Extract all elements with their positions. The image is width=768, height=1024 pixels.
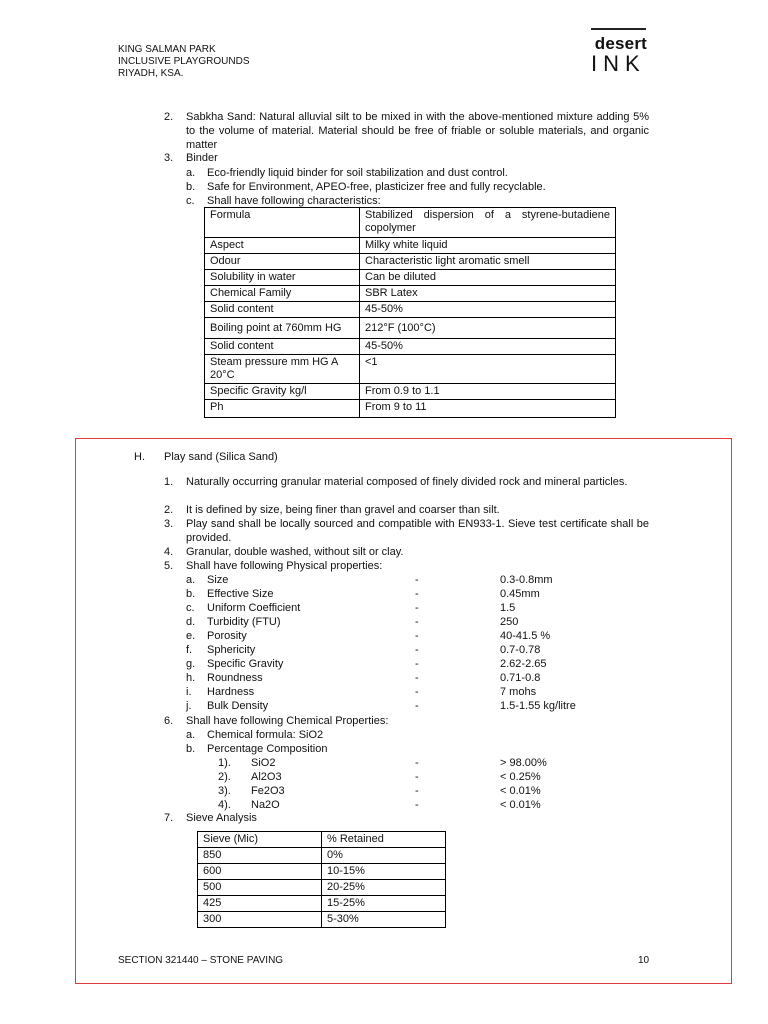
property-dash: -: [415, 588, 419, 600]
table-cell: Boiling point at 760mm HG: [205, 318, 360, 339]
property-letter: d.: [186, 616, 196, 628]
composition-dash: -: [415, 799, 419, 811]
binder-characteristics-table: [204, 207, 616, 418]
desert-ink-logo: [591, 28, 647, 75]
property-name: Uniform Coefficient: [207, 602, 301, 614]
chem-b-text: Percentage Composition: [207, 743, 328, 755]
chem-a-letter: a.: [186, 729, 196, 741]
property-value: 0.3-0.8mm: [500, 574, 553, 586]
property-dash: -: [415, 574, 419, 586]
header-project-name: KING SALMAN PARK: [118, 44, 216, 55]
table-header-cell: Sieve (Mic): [198, 832, 322, 848]
table-row: [205, 384, 616, 400]
property-dash: -: [415, 672, 419, 684]
table-cell: Stabilized dispersion of a styrene-butadiene copolymer: [360, 208, 616, 238]
h-item-5-number: 5.: [164, 560, 174, 572]
property-letter: h.: [186, 672, 196, 684]
table-cell: 10-15%: [322, 864, 446, 880]
composition-name: SiO2: [251, 757, 276, 769]
table-cell: 20-25%: [322, 880, 446, 896]
table-row: [205, 286, 616, 302]
table-cell: From 9 to 11: [360, 400, 616, 418]
composition-value: > 98.00%: [500, 757, 547, 769]
property-dash: -: [415, 644, 419, 656]
footer-section-title: SECTION 321440 – STONE PAVING: [118, 955, 284, 966]
table-cell: 500: [198, 880, 322, 896]
h-item-2-number: 2.: [164, 504, 174, 516]
footer-page-number: 10: [638, 955, 650, 966]
h-item-7-text: Sieve Analysis: [186, 812, 257, 824]
property-dash: -: [415, 616, 419, 628]
table-row: [205, 318, 616, 339]
table-row: [198, 864, 446, 880]
table-header-row: [198, 832, 446, 848]
property-name: Sphericity: [207, 644, 256, 656]
table-cell: 15-25%: [322, 896, 446, 912]
binder-sub-a-letter: a.: [186, 167, 196, 179]
property-letter: c.: [186, 602, 195, 614]
property-letter: j.: [186, 700, 192, 712]
chem-a-text: Chemical formula: SiO2: [207, 729, 324, 741]
composition-name: Na2O: [251, 799, 280, 811]
h-item-2-text: It is defined by size, being finer than gravel and coarser than silt.: [186, 504, 500, 516]
h-item-6-number: 6.: [164, 715, 174, 727]
composition-name: Fe2O3: [251, 785, 285, 797]
property-name: Roundness: [207, 672, 263, 684]
binder-sub-b-letter: b.: [186, 181, 196, 193]
table-cell: Solubility in water: [205, 270, 360, 286]
property-value: 2.62-2.65: [500, 658, 547, 670]
item-3-text: Binder: [186, 152, 218, 164]
property-name: Size: [207, 574, 229, 586]
header-location: RIYADH, KSA.: [118, 68, 184, 79]
property-dash: -: [415, 700, 419, 712]
composition-number: 4).: [218, 799, 231, 811]
table-row: [198, 912, 446, 928]
binder-sub-c-letter: c.: [186, 195, 195, 207]
composition-dash: -: [415, 785, 419, 797]
table-row: [198, 880, 446, 896]
h-item-1-number: 1.: [164, 476, 174, 488]
composition-dash: -: [415, 757, 419, 769]
h-item-3-text: Play sand shall be locally sourced and compatible with EN933-1. Sieve test certificate shall be provided.: [186, 518, 649, 544]
property-value: 250: [500, 616, 519, 628]
property-dash: -: [415, 686, 419, 698]
logo-text-bottom: INK: [591, 51, 646, 76]
table-cell: Characteristic light aromatic smell: [360, 254, 616, 270]
table-cell: 425: [198, 896, 322, 912]
table-cell: 45-50%: [360, 339, 616, 355]
table-row: [205, 400, 616, 418]
table-cell: Chemical Family: [205, 286, 360, 302]
property-letter: a.: [186, 574, 196, 586]
property-name: Specific Gravity: [207, 658, 284, 670]
table-cell: <1: [360, 355, 616, 384]
section-h-letter: H.: [134, 451, 145, 463]
sieve-analysis-table: [197, 831, 446, 928]
table-cell: 300: [198, 912, 322, 928]
item-3-number: 3.: [164, 152, 174, 164]
composition-number: 3).: [218, 785, 231, 797]
table-cell: Ph: [205, 400, 360, 418]
property-name: Effective Size: [207, 588, 274, 600]
h-item-4-text: Granular, double washed, without silt or clay.: [186, 546, 404, 558]
property-dash: -: [415, 602, 419, 614]
binder-sub-b-text: Safe for Environment, APEO-free, plasticizer free and fully recyclable.: [207, 181, 546, 193]
table-cell: Solid content: [205, 302, 360, 318]
composition-value: < 0.01%: [500, 785, 541, 797]
property-value: 1.5-1.55 kg/litre: [500, 700, 576, 712]
item-2-text: Sabkha Sand: Natural alluvial silt to be mixed in with the above-mentioned mixture adding 5% to the volume of material. Material should be free of friable or soluble materials, and organic matter: [186, 111, 649, 151]
property-value: 0.7-0.78: [500, 644, 541, 656]
table-row: [205, 355, 616, 384]
header-project-subtitle: INCLUSIVE PLAYGROUNDS: [118, 56, 250, 67]
table-cell: 850: [198, 848, 322, 864]
property-value: 1.5: [500, 602, 516, 614]
property-name: Turbidity (FTU): [207, 616, 281, 628]
table-row: [198, 848, 446, 864]
table-cell: Solid content: [205, 339, 360, 355]
property-letter: f.: [186, 644, 193, 656]
property-dash: -: [415, 658, 419, 670]
table-cell: 600: [198, 864, 322, 880]
logo-top-bar: [591, 28, 646, 30]
table-cell: Formula: [205, 208, 360, 238]
h-item-4-number: 4.: [164, 546, 174, 558]
composition-name: Al2O3: [251, 771, 282, 783]
composition-value: < 0.01%: [500, 799, 541, 811]
table-cell: 5-30%: [322, 912, 446, 928]
h-item-6-text: Shall have following Chemical Properties:: [186, 715, 389, 727]
table-cell: Specific Gravity kg/l: [205, 384, 360, 400]
property-value: 7 mohs: [500, 686, 537, 698]
table-row: [205, 208, 616, 238]
composition-dash: -: [415, 771, 419, 783]
h-item-3-number: 3.: [164, 518, 174, 530]
property-letter: i.: [186, 686, 192, 698]
table-row: [198, 896, 446, 912]
table-cell: Odour: [205, 254, 360, 270]
section-h-title: Play sand (Silica Sand): [164, 451, 278, 463]
table-row: [205, 254, 616, 270]
composition-number: 1).: [218, 757, 231, 769]
table-cell: Can be diluted: [360, 270, 616, 286]
property-letter: b.: [186, 588, 196, 600]
property-name: Porosity: [207, 630, 247, 642]
table-row: [205, 238, 616, 254]
table-cell: 212°F (100°C): [360, 318, 616, 339]
property-value: 40-41.5 %: [500, 630, 551, 642]
logo-text-top: desert: [594, 34, 647, 53]
composition-number: 2).: [218, 771, 231, 783]
table-cell: SBR Latex: [360, 286, 616, 302]
property-letter: e.: [186, 630, 196, 642]
composition-value: < 0.25%: [500, 771, 541, 783]
item-2-number: 2.: [164, 111, 174, 123]
table-cell: From 0.9 to 1.1: [360, 384, 616, 400]
table-cell: Steam pressure mm HG A 20°C: [205, 355, 360, 384]
property-name: Hardness: [207, 686, 255, 698]
property-value: 0.45mm: [500, 588, 540, 600]
chem-b-letter: b.: [186, 743, 196, 755]
table-row: [205, 302, 616, 318]
table-row: [205, 339, 616, 355]
property-value: 0.71-0.8: [500, 672, 541, 684]
h-item-1-text: Naturally occurring granular material composed of finely divided rock and mineral particles.: [186, 476, 628, 488]
property-name: Bulk Density: [207, 700, 269, 712]
table-cell: Aspect: [205, 238, 360, 254]
table-cell: 0%: [322, 848, 446, 864]
table-header-cell: % Retained: [322, 832, 446, 848]
property-letter: g.: [186, 658, 196, 670]
binder-sub-a-text: Eco-friendly liquid binder for soil stabilization and dust control.: [207, 167, 508, 179]
h-item-7-number: 7.: [164, 812, 174, 824]
binder-sub-c-text: Shall have following characteristics:: [207, 195, 381, 207]
table-cell: 45-50%: [360, 302, 616, 318]
property-dash: -: [415, 630, 419, 642]
table-row: [205, 270, 616, 286]
table-cell: Milky white liquid: [360, 238, 616, 254]
h-item-5-text: Shall have following Physical properties:: [186, 560, 383, 572]
